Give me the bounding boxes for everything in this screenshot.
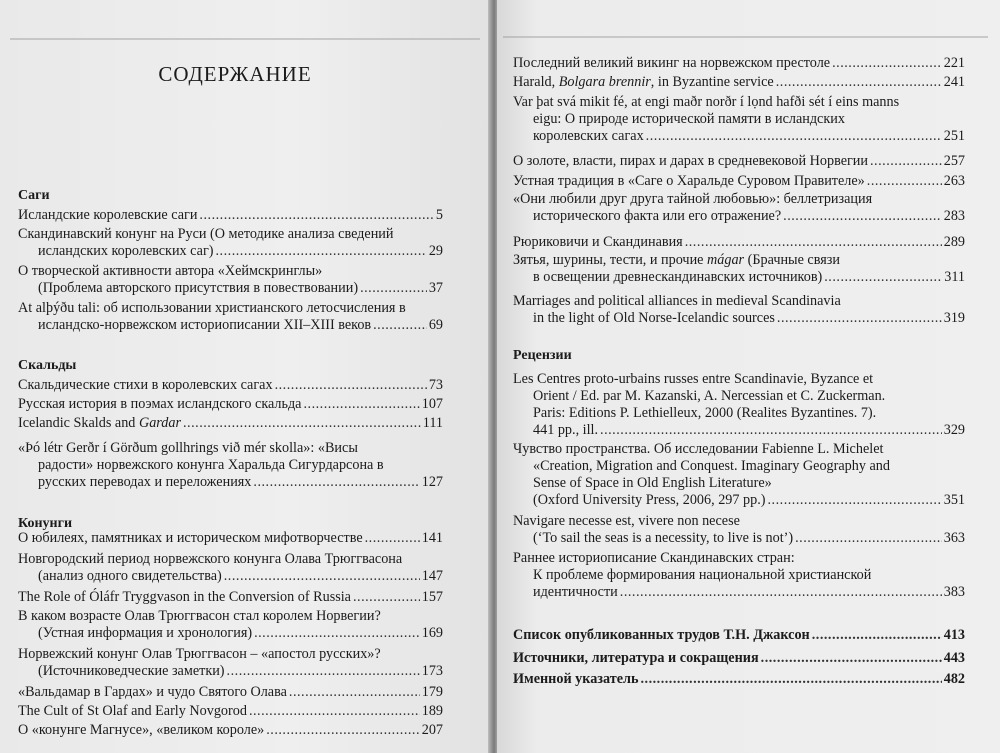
left-toc-entry [18,300,443,334]
entry-line [18,684,443,701]
left-toc-entry [18,530,443,547]
entry-line [18,280,443,297]
entry-title-text: The Role of Óláfr Tryggvason in the Conversion of Russia [18,589,351,605]
page-number: 69 [428,317,443,333]
entry-title-text: «Вальдамар в Гардах» и чудо Святого Олава [18,684,287,700]
entry-title-text: «Creation, Migration and Conquest. Imaginary Geography and [533,458,890,474]
dot-leader [812,627,942,644]
left-toc-entry [18,207,443,224]
page-number: 241 [943,74,965,90]
left-toc-entry [18,646,443,680]
entry-line [513,405,965,422]
entry-title-text: (Источниковедческие заметки) [38,663,225,679]
entry-line [18,663,443,680]
right-toc-entry [513,441,965,509]
left-page [0,0,490,753]
right-toc-entry [513,234,965,251]
page-number: 157 [421,589,443,605]
right-toc-entry [513,671,965,688]
entry-line [513,567,965,584]
entry-line [18,440,443,457]
page-title: СОДЕРЖАНИЕ [158,62,312,86]
page-number: 73 [428,377,443,393]
entry-line [513,153,965,170]
section-heading-skaldy: Скальды [18,358,77,373]
entry-title-text: Зятья, шурины, тести, и прочие mágar (Брачные связи [513,252,840,268]
entry-title-text: исландско-норвежском историописании XII–XIII веков [38,317,372,333]
section-heading-konungi: Конунги [18,516,73,531]
entry-title-text: королевских сагах [533,128,644,144]
right-toc-entry [513,627,965,644]
entry-line [18,243,443,260]
entry-line [513,191,965,208]
left-toc-entry [18,722,443,739]
page-number: 482 [943,671,965,687]
entry-title-text: О творческой активности автора «Хеймскринглы» [18,263,323,279]
entry-title-text: Harald, Bolgara brennir, in Byzantine service [513,74,774,90]
entry-title-text: Русская история в поэмах исландского скальда [18,396,302,412]
entry-line [18,589,443,606]
entry-title-text: Раннее историописание Скандинавских стран: [513,550,795,566]
page-number: 141 [421,530,443,546]
entry-title-text: идентичности [533,584,618,600]
left-toc-entry [18,589,443,606]
left-toc-entry [18,703,443,720]
entry-line [513,513,965,530]
page-number: 37 [428,280,443,296]
entry-line [513,388,965,405]
entry-line [513,441,965,458]
entry-title-text: Рюриковичи и Скандинавия [513,234,683,250]
entry-italic-text: Gardar [138,415,181,431]
dot-leader [768,492,942,509]
entry-title-text: Скандинавский конунг на Руси (О методике анализа сведений [18,226,394,242]
left-toc-entry [18,226,443,260]
entry-line [18,396,443,413]
dot-leader [640,671,941,688]
page-edge-line [10,38,480,40]
right-toc-entry [513,650,965,667]
left-toc-entry [18,263,443,297]
entry-line [18,625,443,642]
entry-title-text: Paris: Editions P. Lethielleux, 2000 (Realites Byzantines. 7). [533,405,877,421]
entry-title-text: К проблеме формирования национальной христианской [533,567,872,583]
entry-title-text: Скальдические стихи в королевских сагах [18,377,273,393]
entry-line [513,293,965,310]
page-number: 5 [435,207,443,223]
entry-title-text: исторического факта или его отражение? [533,208,782,224]
entry-italic-text: Bolgara brennir [558,74,651,90]
entry-line [513,458,965,475]
entry-title-text: Новгородский период норвежского конунга Олава Трюггвасона [18,551,403,567]
right-toc-entry [513,74,965,91]
entry-line [18,703,443,720]
entry-title-text: Icelandic Skalds and Gardar [18,415,181,431]
entry-line [18,722,443,739]
right-toc-entry [513,173,965,190]
entry-line [513,111,965,128]
entry-line [513,208,965,225]
entry-title-text: (‘To sail the seas is a necessity, to live is not’) [533,530,794,546]
dot-leader [373,317,427,334]
entry-line [513,371,965,388]
right-toc-entry [513,371,965,439]
right-toc-entry [513,252,965,286]
dot-leader [783,208,942,225]
left-toc-entry [18,440,443,491]
page-number: 289 [943,234,965,250]
page-number: 189 [421,703,443,719]
entry-title-text: (Устная информация и хронология) [38,625,253,641]
page-number: 127 [421,474,443,490]
entry-title-text: Чувство пространства. Об исследовании Fabienne L. Michelet [513,441,884,457]
entry-title-text: Источники, литература и сокращения [513,650,759,666]
dot-leader [870,153,942,170]
page-number: 329 [943,422,965,438]
right-toc-entry [513,94,965,145]
entry-line [513,234,965,251]
dot-leader [795,530,942,547]
entry-line [513,627,965,644]
page-number: 221 [943,55,965,71]
dot-leader [227,663,420,680]
right-toc-entry [513,153,965,170]
entry-line [513,492,965,509]
entry-line [18,415,443,432]
entry-title-text: At alþýðu tali: об использовании христианского летосчисления в [18,300,406,316]
dot-leader [289,684,420,701]
entry-title-text: (Проблема авторского присутствия в повествовании) [38,280,359,296]
entry-line [18,474,443,491]
entry-line [513,55,965,72]
right-toc-entry [513,191,965,225]
section-heading-recenzii: Рецензии [513,348,572,363]
entry-title-text: 441 pp., ill. [533,422,599,438]
dot-leader [266,722,420,739]
entry-line [18,226,443,243]
right-toc-entry [513,55,965,72]
dot-leader [253,474,419,491]
entry-line [18,207,443,224]
entry-title-text: Orient / Ed. par M. Kazanski, A. Nercessian et C. Zuckerman. [533,388,886,404]
entry-line [18,317,443,334]
page-number: 29 [428,243,443,259]
left-toc-entry [18,608,443,642]
page-number: 311 [944,269,965,285]
entry-title-text: Les Centres proto-urbains russes entre Scandinavie, Byzance et [513,371,874,387]
entry-line [513,671,965,688]
entry-title-text: Последний великий викинг на норвежском престоле [513,55,831,71]
entry-line [513,310,965,327]
entry-line [513,94,965,111]
dot-leader [776,74,942,91]
entry-title-text: Sense of Space in Old English Literature» [533,475,772,491]
entry-line [513,530,965,547]
entry-title-text: Navigare necesse est, vivere non necese [513,513,740,529]
entry-title-text: Список опубликованных трудов Т.Н. Джаксон [513,627,810,643]
entry-title-tail: (Брачные связи [744,252,840,268]
right-toc-entry [513,293,965,327]
entry-line [513,173,965,190]
entry-title-text: in the light of Old Norse-Icelandic sources [533,310,775,326]
entry-title-tail: , in Byzantine service [650,74,774,90]
entry-line [18,457,443,474]
dot-leader [365,530,420,547]
dot-leader [183,415,421,432]
page-number: 383 [943,584,965,600]
entry-line [513,584,965,601]
page-number: 111 [422,415,443,431]
page-number: 251 [943,128,965,144]
dot-leader [620,584,942,601]
entry-title-text: Var þat svá mikit fé, at engi maðr norðr í lọnd hafði sét í eins manns [513,94,900,110]
dot-leader [646,128,942,145]
dot-leader [867,173,942,190]
entry-line [18,646,443,663]
page-number: 443 [943,650,965,666]
entry-title-text: исландских королевских саг) [38,243,214,259]
entry-line [513,422,965,439]
entry-title-text: О «конунге Магнусе», «великом короле» [18,722,265,738]
page-number: 351 [943,492,965,508]
entry-title-text: Устная традиция в «Саге о Харальде Суровом Правителе» [513,173,865,189]
entry-title-text: (анализ одного свидетельства) [38,568,222,584]
page-number: 107 [421,396,443,412]
dot-leader [199,207,433,224]
dot-leader [249,703,420,720]
entry-line [18,568,443,585]
entry-title-text: (Oxford University Press, 2006, 297 pp.) [533,492,766,508]
entry-title-text: в освещении древнескандинавских источников) [533,269,823,285]
entry-title-text: русских переводах и переложениях [38,474,252,490]
dot-leader [777,310,942,327]
entry-title-text: Норвежский конунг Олав Трюггвасон – «апостол русских»? [18,646,381,662]
left-toc-entry [18,377,443,394]
page-number: 179 [421,684,443,700]
page-number: 413 [943,627,965,643]
entry-title-text: eigu: О природе исторической памяти в исландских [533,111,845,127]
dot-leader [275,377,427,394]
dot-leader [303,396,419,413]
dot-leader [685,234,942,251]
section-heading-sagi: Саги [18,188,50,203]
dot-leader [832,55,942,72]
entry-line [513,128,965,145]
left-toc-entry [18,551,443,585]
entry-title-text: О золоте, власти, пирах и дарах в средневековой Норвегии [513,153,868,169]
entry-title-text: Исландские королевские саги [18,207,198,223]
entry-line [18,608,443,625]
entry-line [18,377,443,394]
right-page [497,0,1000,753]
left-toc-entry [18,396,443,413]
page-number: 173 [421,663,443,679]
right-toc-entry [513,513,965,547]
page-number: 283 [943,208,965,224]
page-number: 207 [421,722,443,738]
entry-title-text: «Они любили друг друга тайной любовью»: беллетризация [513,191,873,207]
right-toc-entry [513,550,965,601]
page-edge-line [503,36,988,38]
left-toc-entry [18,415,443,432]
page-number: 363 [943,530,965,546]
page-number: 319 [943,310,965,326]
page-number: 257 [943,153,965,169]
entry-title-text: «Þó létr Gerðr í Görðum gollhrings við mér skolla»: «Висы [18,440,358,456]
entry-line [18,551,443,568]
page-number: 147 [421,568,443,584]
entry-line [513,650,965,667]
dot-leader [224,568,420,585]
entry-line [513,550,965,567]
page-number: 263 [943,173,965,189]
entry-title-text: Marriages and political alliances in medieval Scandinavia [513,293,841,309]
left-toc-entry [18,684,443,701]
dot-leader [824,269,942,286]
dot-leader [761,650,942,667]
entry-line [513,252,965,269]
entry-line [513,74,965,91]
entry-italic-text: mágar [707,252,745,268]
entry-line [18,530,443,547]
entry-line [513,475,965,492]
entry-line [18,300,443,317]
dot-leader [353,589,420,606]
dot-leader [600,422,942,439]
entry-line [18,263,443,280]
entry-title-text: радости» норвежского конунга Харальда Сигурдарсона в [38,457,384,473]
dot-leader [216,243,427,260]
dot-leader [360,280,427,297]
entry-title-text: О юбилеях, памятниках и историческом мифотворчестве [18,530,363,546]
entry-title-text: В каком возрасте Олав Трюггвасон стал королем Норвегии? [18,608,381,624]
entry-title-text: Именной указатель [513,671,639,687]
page-number: 169 [421,625,443,641]
dot-leader [254,625,420,642]
entry-title-text: The Cult of St Olaf and Early Novgorod [18,703,247,719]
entry-line [513,269,965,286]
